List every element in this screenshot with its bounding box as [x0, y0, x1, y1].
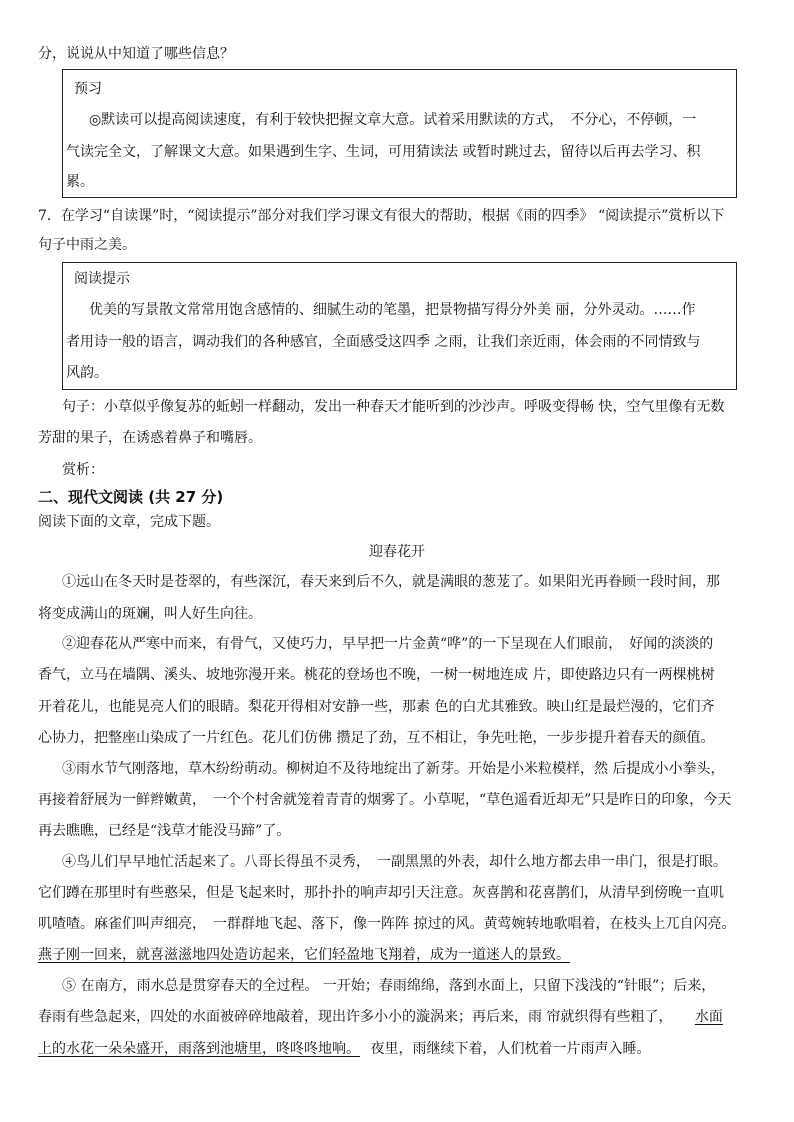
reading-hint-text: 者用诗一般的语言，调动我们的各种感官，全面感受这四季 之雨，让我们亲近雨，体会雨的不同情致与: [66, 334, 701, 350]
reading-hint-box: [62, 262, 737, 390]
intro-line: 分，说说从中知道了哪些信息？: [38, 46, 234, 62]
paragraph-4-underlined: 燕子刚一回来，就喜滋滋地四处造访起来，它们轻盈地飞翔着，成为一道迷人的景致。: [38, 947, 570, 963]
preview-box-text: 累。: [66, 174, 94, 190]
preview-box-text: 气读完全文，了解课文大意。如果遇到生字、生词，可用猜读法 或暂时跳过去，留待以后再去学习、积: [66, 144, 701, 160]
paragraph-5-underlined: 水面: [694, 1009, 723, 1025]
paragraph-5: ⑤ 在南方，雨水总是贯穿春天的全过程。 一开始；春雨绵绵，落到水面上，只留下浅浅的“针眼”；后来，: [62, 978, 716, 994]
paragraph-5-text: 夜里，雨继续下着，人们枕着一片雨声入睡。: [370, 1041, 651, 1057]
paragraph-2: 香气，立马在墙隅、溪头、坡地弥漫开来。桃花的登场也不晚，一树一树地连成 片，即使路边只有一两棵桃树: [38, 667, 715, 683]
paragraph-3: ③雨水节气刚落地，草木纷纷萌动。柳树迫不及待地绽出了新芽。开始是小米粒模样，然 后提成小小拳头，: [62, 761, 725, 777]
reading-hint-title: 阅读提示: [74, 271, 130, 287]
answer-label: 赏析：: [62, 462, 104, 478]
paragraph-5: [38, 1007, 723, 1027]
preview-box-title: 预习: [74, 81, 102, 97]
section-instruction: 阅读下面的文章，完成下题。: [38, 514, 220, 530]
paragraph-4: ④鸟儿们早早地忙活起来了。八哥长得虽不灵秀， 一副黑黑的外表，却什么地方都去串一串门，很是打眼。: [62, 854, 727, 870]
paragraph-4: 它们蹲在那里时有些憨呆，但是飞起来时，那扑扑的响声却引天注意。灰喜鹊和花喜鹊们，从清早到傍晚一直叽: [38, 885, 724, 901]
question-7: 7．在学习“自读课”时，“阅读提示”部分对我们学习课文有很大的帮助，根据《雨的四季》 “阅读提示”赏析以下: [38, 208, 725, 224]
paragraph-3: 再去瞧瞧，已经是“浅草才能没马蹄”了。: [38, 823, 291, 839]
reading-hint-text: 风韵。: [66, 365, 108, 381]
paragraph-5: [38, 1039, 650, 1059]
article-title: 迎春花开: [369, 544, 425, 560]
paragraph-5-text: 春雨有些急起来，四处的水面被碎碎地敲着，现出许多小小的漩涡来；再后来，雨 帘就织得有些粗了，: [38, 1009, 673, 1025]
paragraph-5-underlined: 上的水花一朵朵盛开，雨落到池塘里，咚咚咚地响。: [38, 1041, 360, 1057]
question-7: 句子中雨之美。: [38, 237, 136, 253]
section-heading: 二、现代文阅读 (共 27 分): [38, 488, 224, 506]
reading-hint-text: 优美的写景散文常常用饱含感情的、细腻生动的笔墨，把景物描写得分外美 丽，分外灵动。……作: [89, 302, 696, 318]
preview-box-text: ◎默读可以提高阅读速度，有利于较快把握文章大意。试着采用默读的方式， 不分心，不停顿，一: [89, 112, 697, 128]
paragraph-2: 开着花儿，也能晃亮人们的眼睛。梨花开得相对安静一些，那素 色的白尤其雅致。映山红是最烂漫的，它们齐: [38, 699, 715, 715]
paragraph-2: 心协力，把整座山染成了一片红色。花儿们仿佛 攒足了劲，互不相让，争先吐艳，一步步提升着春天的颜值。: [38, 730, 715, 746]
paragraph-3: 再接着舒展为一鲜辫嫩黄， 一个个村舍就笼着青青的烟雾了。小草呢，“草色遥看近却无”只是昨日的印象，今天: [38, 792, 732, 808]
paragraph-4: 叽喳喳。麻雀们叫声细亮， 一群群地飞起、落下，像一阵阵 掠过的风。黄莺婉转地歌唱着，在枝头上兀自闪亮。: [38, 916, 736, 932]
sentence-text: 芳甜的果子，在诱惑着鼻子和嘴唇。: [38, 430, 262, 446]
paragraph-1: 将变成满山的斑斓，叫人好生向往。: [38, 606, 262, 622]
paragraph-1: ①远山在冬天时是苍翠的，有些深沉，春天来到后不久，就是满眼的葱茏了。如果阳光再眷顾一段时间，那: [62, 574, 720, 590]
preview-box: [62, 69, 737, 198]
paragraph-2: ②迎春花从严寒中而来，有骨气，又使巧力，早早把一片金黄“哗”的一下呈现在人们眼前， 好闻的淡淡的: [62, 636, 714, 652]
sentence-text: 句子：小草似乎像复苏的蚯蚓一样翻动，发出一种春天才能听到的沙沙声。呼吸变得畅 快，空气里像有无数: [62, 399, 725, 415]
